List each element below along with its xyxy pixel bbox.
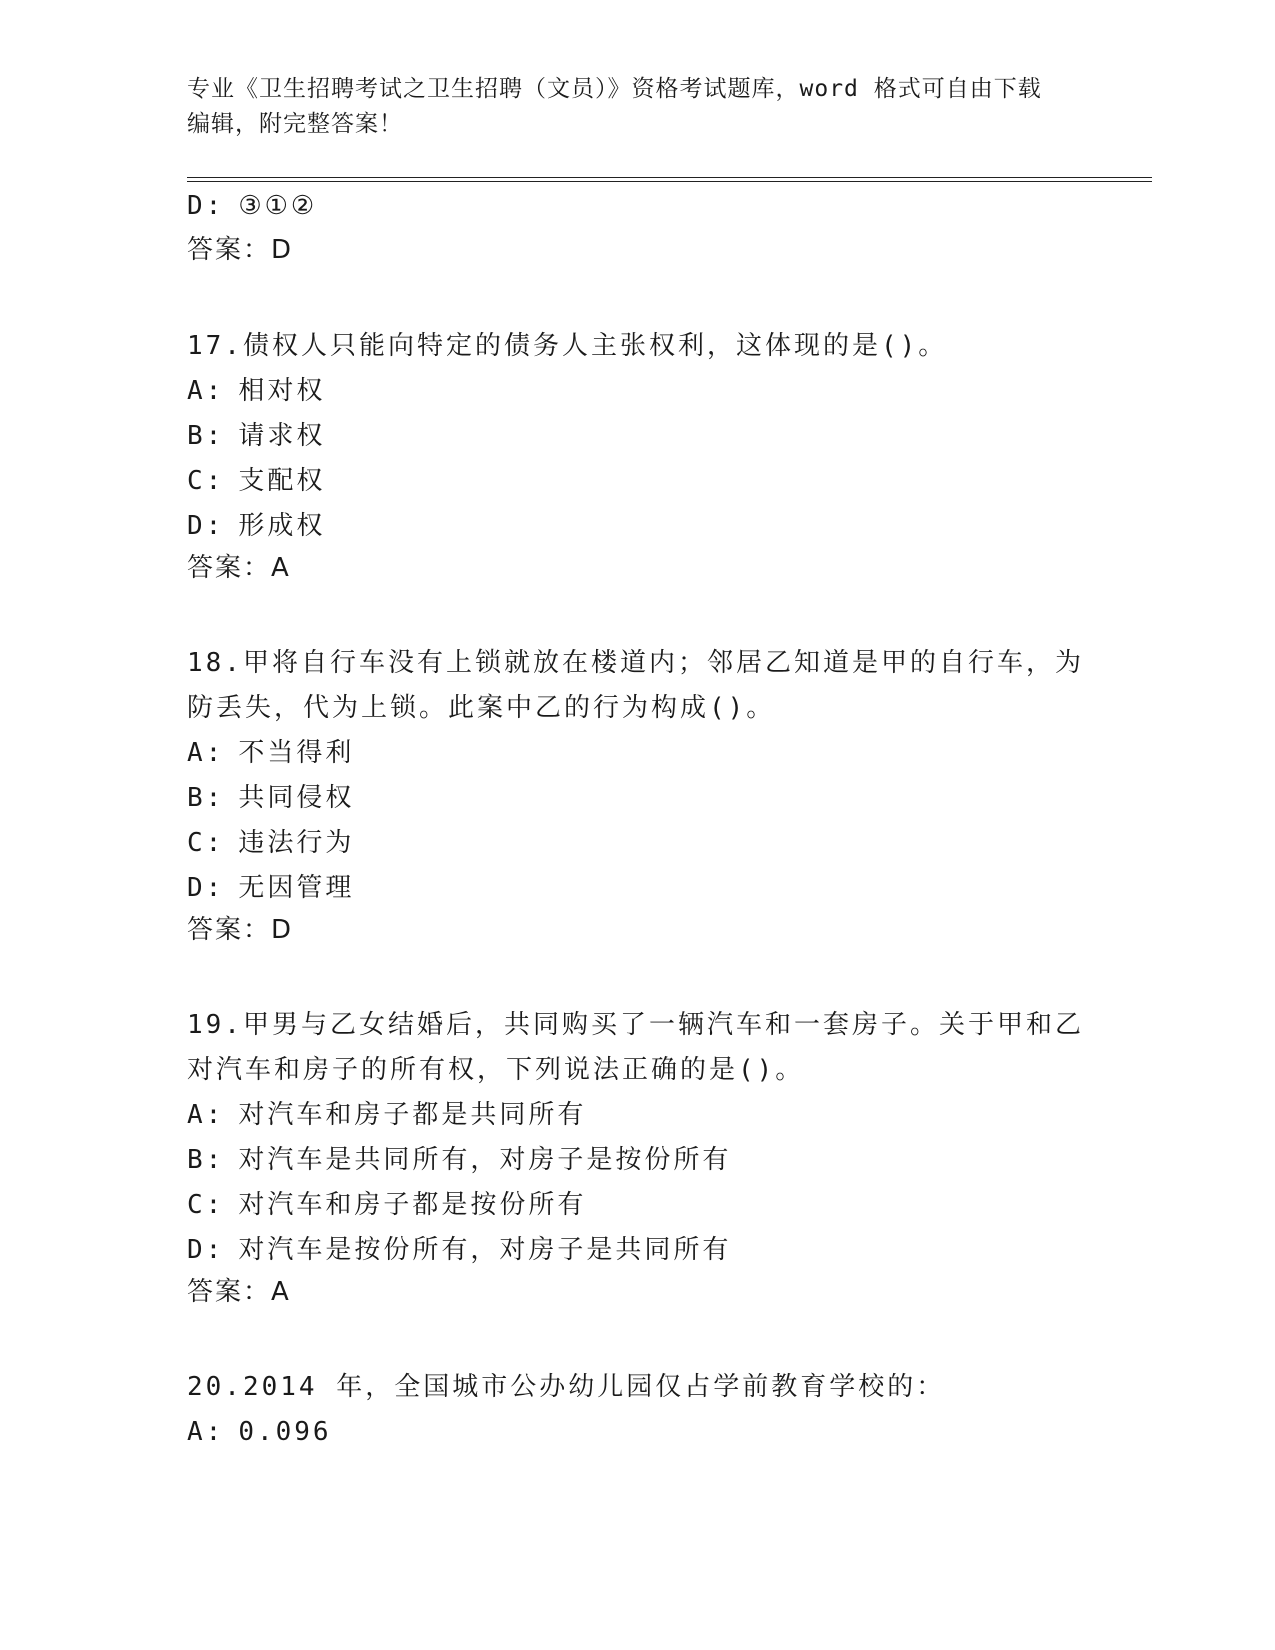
option-text: 支配权 <box>238 466 326 496</box>
option-label: D: <box>187 511 225 541</box>
option-text: 无因管理 <box>238 873 355 903</box>
option-label: B: <box>187 1145 225 1175</box>
option-label: A: <box>187 1100 225 1130</box>
option-label: C: <box>187 828 225 858</box>
option-label: D: <box>187 873 225 903</box>
option-text: 对汽车是共同所有，对房子是按份所有 <box>238 1145 732 1175</box>
question-18-option-b <box>187 781 354 815</box>
question-19-stem-line-2: 对汽车和房子的所有权，下列说法正确的是()。 <box>187 1055 805 1085</box>
answer-line: 答案：D <box>187 235 294 265</box>
question-20-option-a <box>187 1415 332 1449</box>
question-19-stem-line-1: 19.甲男与乙女结婚后，共同购买了一辆汽车和一套房子。关于甲和乙 <box>187 1010 1084 1040</box>
option-text: 0.096 <box>238 1417 332 1447</box>
question-18-stem-line-2: 防丢失，代为上锁。此案中乙的行为构成()。 <box>187 693 776 723</box>
question-19-option-d <box>187 1233 731 1267</box>
question-18-option-c <box>187 826 354 860</box>
option-d <box>187 189 317 223</box>
option-label: D: <box>187 1235 225 1265</box>
option-text: 违法行为 <box>238 828 355 858</box>
question-17-option-a <box>187 374 325 408</box>
option-text: 请求权 <box>238 421 326 451</box>
question-17-stem: 17.债权人只能向特定的债务人主张权利，这体现的是()。 <box>187 331 948 361</box>
option-label: D: <box>187 191 225 221</box>
option-text: 对汽车是按份所有，对房子是共同所有 <box>238 1235 732 1265</box>
option-text: 相对权 <box>238 376 326 406</box>
question-19-answer: 答案：A <box>187 1277 291 1307</box>
question-17-option-d <box>187 509 325 543</box>
header-line-2: 编辑，附完整答案！ <box>187 111 403 137</box>
option-text: 不当得利 <box>238 738 355 768</box>
document-header <box>187 72 1087 142</box>
question-17-option-b <box>187 419 325 453</box>
option-label: C: <box>187 1190 225 1220</box>
question-18-answer: 答案：D <box>187 915 294 945</box>
header-line-1: 专业《卫生招聘考试之卫生招聘（文员）》资格考试题库，word 格式可自由下载 <box>187 76 1042 102</box>
question-20-stem: 20.2014 年，全国城市公办幼儿园仅占学前教育学校的： <box>187 1372 946 1402</box>
option-text: 对汽车和房子都是共同所有 <box>238 1100 587 1130</box>
option-text: 形成权 <box>238 511 326 541</box>
option-text: 对汽车和房子都是按份所有 <box>238 1190 587 1220</box>
question-18-option-d <box>187 871 354 905</box>
option-label: A: <box>187 1417 225 1447</box>
question-19-option-c <box>187 1188 586 1222</box>
option-label: B: <box>187 783 225 813</box>
option-label: A: <box>187 376 225 406</box>
option-label: B: <box>187 421 225 451</box>
option-label: C: <box>187 466 225 496</box>
question-19-option-a <box>187 1098 586 1132</box>
header-divider-top <box>187 177 1152 178</box>
question-19-option-b <box>187 1143 731 1177</box>
question-17-answer: 答案：A <box>187 553 291 583</box>
option-label: A: <box>187 738 225 768</box>
option-text: ③①② <box>238 191 318 221</box>
question-18-option-a <box>187 736 354 770</box>
header-divider-bottom <box>187 181 1152 182</box>
option-text: 共同侵权 <box>238 783 355 813</box>
question-17-option-c <box>187 464 325 498</box>
question-18-stem-line-1: 18.甲将自行车没有上锁就放在楼道内；邻居乙知道是甲的自行车，为 <box>187 648 1084 678</box>
